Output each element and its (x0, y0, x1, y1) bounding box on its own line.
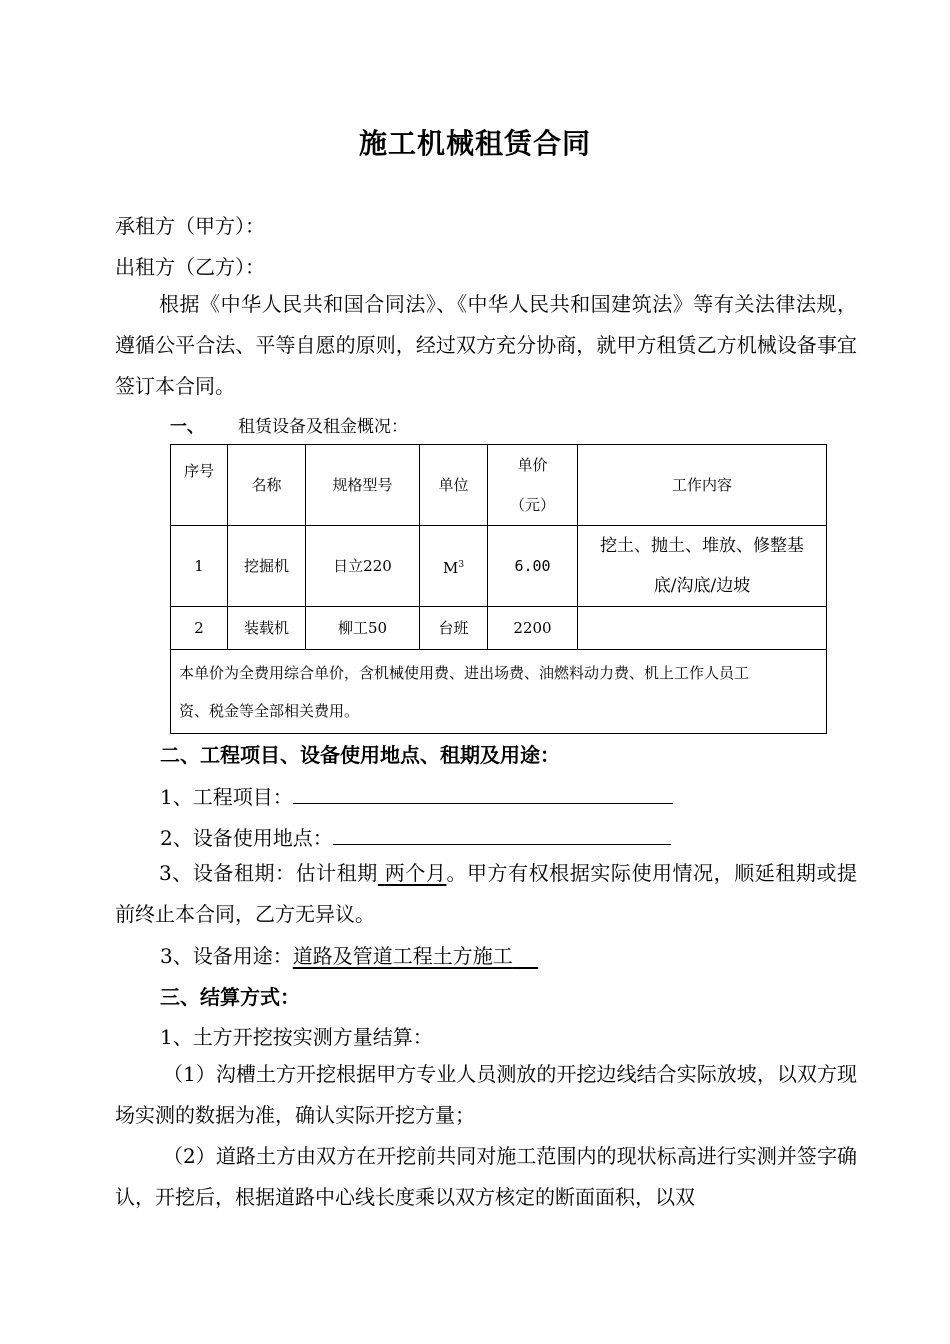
location-line (160, 822, 671, 852)
cell-seq: 1 (171, 526, 228, 607)
lessee-label: 承租方（甲方）： (115, 214, 265, 238)
page-title: 施工机械租赁合同 (358, 127, 591, 160)
usage-line (160, 942, 538, 970)
lease-term-value: 两个月 (384, 861, 447, 885)
header-work: 工作内容 (578, 445, 827, 526)
equipment-table (170, 444, 827, 734)
section2-heading: 二、工程项目、设备使用地点、租期及用途： (160, 743, 560, 767)
section3-heading: 三、结算方式： (160, 985, 300, 1009)
lessor-label: 出租方（乙方）： (115, 255, 265, 279)
cell-model: 柳工50 (306, 607, 420, 650)
project-label: 1、工程项目： (160, 785, 293, 809)
cell-unit: 台班 (420, 607, 488, 650)
table-note: 本单价为全费用综合单价，含机械使用费、进出场费、油燃料动力费、机上工作人员工 资、税金等全部相关费用。 (171, 650, 827, 734)
cell-work: 挖土、抛土、堆放、修整基 底/沟底/边坡 (578, 526, 827, 607)
table-row (171, 526, 827, 607)
cell-seq: 2 (171, 607, 228, 650)
usage-label: 3、设备用途： (160, 944, 293, 968)
usage-value: 道路及管道工程土方施工 (292, 944, 513, 968)
header-price: 单价 （元） (488, 445, 578, 526)
cell-price: 2200 (488, 607, 578, 650)
cell-name: 装载机 (228, 607, 306, 650)
table-note-row (171, 650, 827, 734)
section1-heading (170, 412, 408, 437)
project-line (160, 781, 673, 811)
table-header-row (171, 445, 827, 526)
header-unit: 单位 (420, 445, 488, 526)
header-model: 规格型号 (306, 445, 420, 526)
location-blank (333, 822, 671, 845)
cell-model: 日立220 (306, 526, 420, 607)
intro-paragraph: 根据《中华人民共和国合同法》、《中华人民共和国建筑法》等有关法律法规，遵循公平合法、平等自愿的原则，经过双方充分协商，就甲方租赁乙方机械设备事宜签订本合同。 (115, 292, 857, 398)
cell-name: 挖掘机 (228, 526, 306, 607)
cell-unit: $M^3$ (420, 526, 488, 607)
section1-number: 一、 (170, 417, 204, 437)
cell-work (578, 607, 827, 650)
settlement-paragraph-2: （2）道路土方由双方在开挖前共同对施工范围内的现状标高进行实测并签字确认，开挖后，根据道路中心线长度乘以双方核定的断面面积，以双 (115, 1144, 857, 1209)
table-row (171, 607, 827, 650)
settlement-item1: 1、土方开挖按实测方量结算： (160, 1025, 433, 1049)
cell-price: 6.00 (488, 526, 578, 607)
header-name: 名称 (228, 445, 306, 526)
settlement-paragraph-1: （1）沟槽土方开挖根据甲方专业人员测放的开挖边线结合实际放坡，以双方现场实测的数据为准，确认实际开挖方量； (115, 1062, 857, 1127)
header-seq: 序号 (171, 445, 228, 526)
section1-title: 租赁设备及租金概况： (238, 417, 408, 437)
location-label: 2、设备使用地点： (160, 826, 333, 850)
lease-term-paragraph: 3、设备租期：估计租期 两个月。甲方有权根据实际使用情况，顺延租期或提前终止本合同，乙方无异议。 (115, 861, 858, 926)
project-blank (293, 781, 673, 804)
